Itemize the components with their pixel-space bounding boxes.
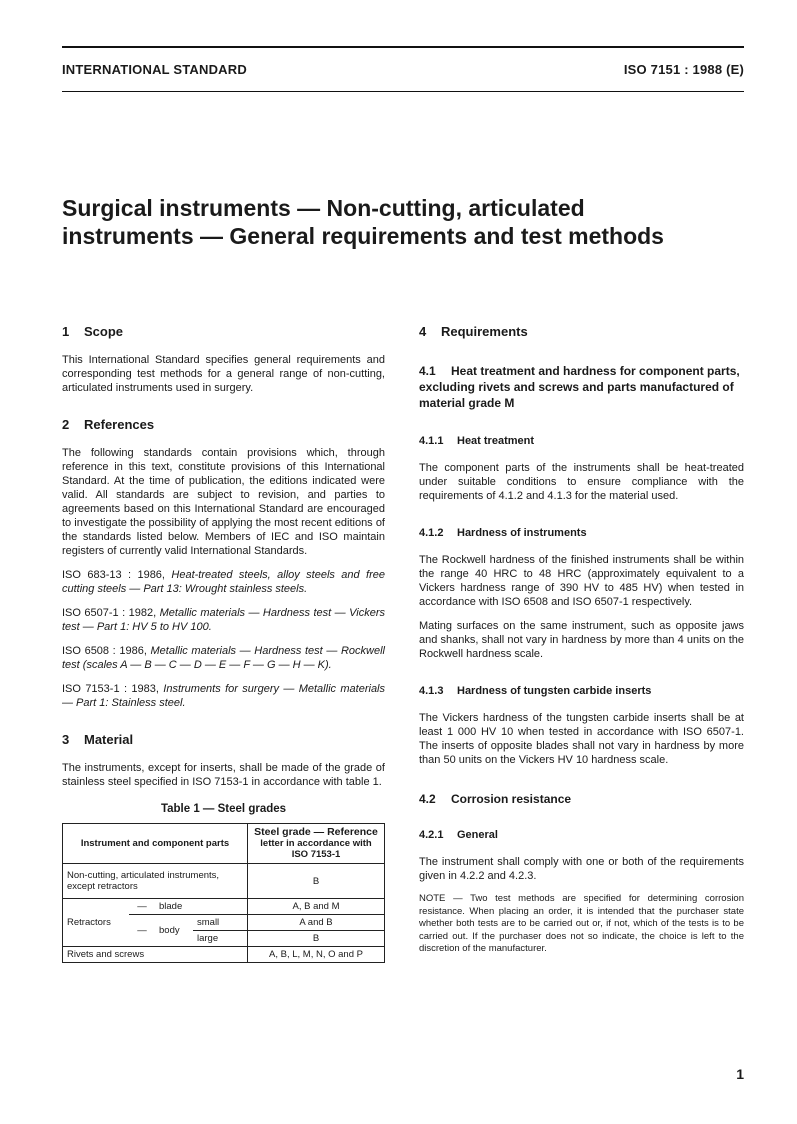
header-grade: Steel grade — Reference letter in accordance with ISO 7153-1: [248, 824, 385, 864]
table-header-row: [63, 824, 385, 864]
header-standard-label: INTERNATIONAL STANDARD: [62, 62, 247, 77]
section-4-1-heading: 4.1 Heat treatment and hardness for component parts, excluding rivets and screws and parts manufactured of material grade M: [419, 364, 740, 410]
table-row: Rivets and screws A, B, L, M, N, O and P: [63, 947, 385, 963]
header-doc-number: ISO 7151 : 1988 (E): [623, 62, 744, 77]
section-4-2-1-heading: 4.2.1 General: [419, 829, 498, 841]
table-row: large B: [63, 931, 385, 947]
table-row: Retractors — blade A, B and M: [63, 899, 385, 915]
page-title: Surgical instruments — Non-cutting, articulated instruments — General requirements and test methods: [62, 195, 664, 249]
top-rule: [62, 46, 744, 48]
references-intro: The following standards contain provisions which, through reference in this text, constitute provisions of this International Standard. At the time of publication, the editions indicated were valid. All standards are subject to revision, and parties to agreements based on this International Standard are encouraged to investigate the possibility of applying the most recent editions of the standards listed below. Members of IEC and ISO maintain registers of currently valid International Standards.: [62, 447, 385, 557]
section-4-2-heading: 4.2 Corrosion resistance: [419, 792, 572, 806]
table-row: Non-cutting, articulated instruments, except retractors B: [63, 864, 385, 899]
section-2-heading: 2 References: [62, 417, 155, 432]
general-text: The instrument shall comply with one or both of the requirements given in 4.2.2 and 4.2.3.: [419, 856, 744, 882]
header-rule: [62, 91, 744, 92]
section-4-1-1-heading: 4.1.1 Heat treatment: [419, 435, 535, 447]
heat-treatment-text: The component parts of the instruments shall be heat-treated under suitable conditions to ensure compliance with the requirements of 4.1.2 and 4.1.3 for the material used.: [419, 462, 744, 502]
section-4-heading: 4 Requirements: [419, 324, 528, 339]
section-3-heading: 3 Material: [62, 732, 134, 747]
section-1-heading: 1 Scope: [62, 324, 124, 339]
steel-grades-table: [62, 823, 385, 963]
table-row: — body small A and B: [63, 915, 385, 931]
scope-text: This International Standard specifies general requirements and corresponding test methods for a general range of non-cutting, articulated instruments used in surgery.: [62, 354, 385, 394]
reference-item: ISO 683-13 : 1986, Heat-treated steels, alloy steels and free cutting steels — Part 13: Wrought stainless steels.: [62, 569, 385, 595]
table-caption: Table 1 — Steel grades: [160, 803, 287, 815]
page-number: 1: [736, 1066, 744, 1082]
reference-item: ISO 6508 : 1986, Metallic materials — Hardness test — Rockwell test (scales A — B — C — D — E — F — G — H — K).: [62, 645, 385, 671]
section-4-1-2-heading: 4.1.2 Hardness of instruments: [419, 527, 587, 539]
hardness-text-1: The Rockwell hardness of the finished instruments shall be within the range 40 HRC to 48 HRC (approximately equivalent to a Vickers hardness range of 390 HV to 485 HV) when tested in accordance with ISO 6508 and ISO 6507-1 respectively.: [419, 554, 744, 608]
header-parts: Instrument and component parts: [63, 824, 248, 864]
right-column: [419, 324, 744, 956]
reference-item: ISO 6507-1 : 1982, Metallic materials — Hardness test — Vickers test — Part 1: HV 5 to HV 100.: [62, 607, 385, 633]
hardness-text-2: Mating surfaces on the same instrument, such as opposite jaws and shanks, shall not vary in hardness by more than 4 units on the Rockwell hardness scale.: [419, 620, 744, 660]
section-4-1-3-heading: 4.1.3 Hardness of tungsten carbide inserts: [419, 685, 652, 697]
note-text: NOTE — Two test methods are specified for determining corrosion resistance. When placing an order, it is intended that the purchaser state whether both tests are to be carried out or, if not, which of the tests is to be carried out. If the purchaser does not so indicate, the choice is left to the discretion of the manufacturer.: [419, 893, 744, 954]
tungsten-text: The Vickers hardness of the tungsten carbide inserts shall be at least 1 000 HV 10 when tested in accordance with ISO 6507-1. The inserts of opposite blades shall not vary in hardness by more than 50 units on the Vickers HV 10 hardness scale.: [419, 712, 744, 766]
reference-item: ISO 7153-1 : 1983, Instruments for surgery — Metallic materials — Part 1: Stainless steel.: [62, 683, 385, 709]
material-text: The instruments, except for inserts, shall be made of the grade of stainless steel specified in ISO 7153-1 in accordance with table 1.: [62, 762, 385, 788]
left-column: [62, 324, 385, 963]
